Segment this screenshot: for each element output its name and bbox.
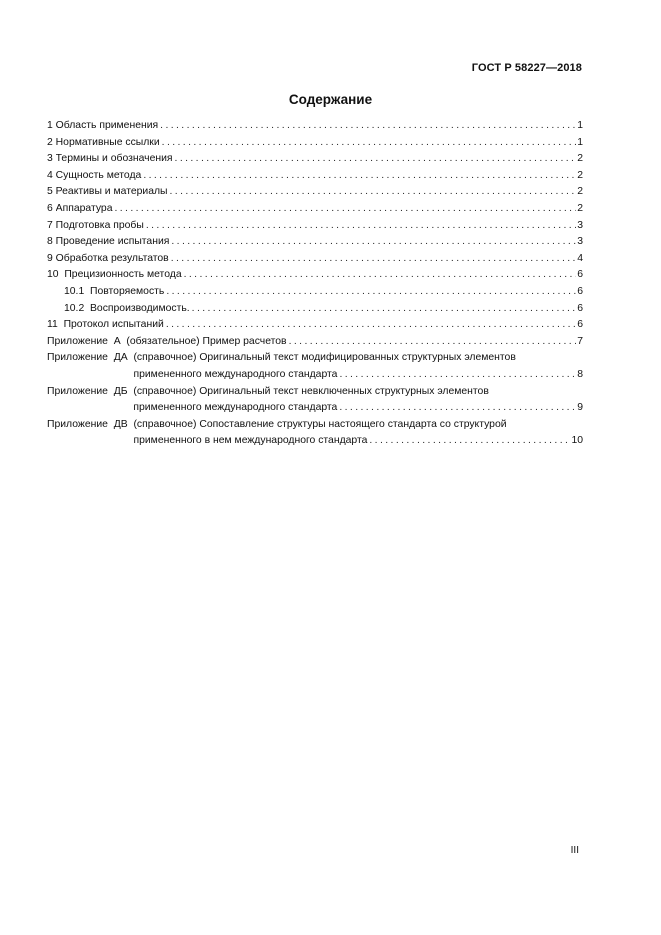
toc-entry-number: 10 xyxy=(47,269,65,281)
toc-entry-9[interactable] xyxy=(47,251,583,268)
toc-entry-page: 6 xyxy=(577,269,583,281)
toc-entry-number: 8 xyxy=(47,236,56,248)
toc-entry-title-line1: (справочное) Сопоставление структуры настоящего стандарта со структурой xyxy=(133,418,507,430)
toc-entry-page: 2 xyxy=(577,169,583,181)
dot-leader xyxy=(175,151,577,168)
dot-leader xyxy=(171,234,576,251)
toc-heading: Содержание xyxy=(288,92,373,107)
toc-entry-title: Обработка результатов xyxy=(55,252,169,264)
toc-entry-number: 6 xyxy=(47,202,56,214)
toc-entry-number: Приложение А xyxy=(47,335,127,347)
toc-entry-title: Нормативные ссылки xyxy=(55,136,160,148)
dot-leader xyxy=(143,168,576,185)
toc-entry-page: 1 xyxy=(577,120,583,131)
toc-entry-title: Воспроизводимость. xyxy=(90,302,190,314)
toc-entry-8[interactable] xyxy=(47,234,583,251)
dot-leader xyxy=(339,367,576,384)
dot-leader xyxy=(171,251,577,268)
toc-entry-page: 2 xyxy=(577,153,583,165)
page-number: III xyxy=(570,845,579,856)
dot-leader xyxy=(170,184,577,201)
toc-entry-appendix-da[interactable] xyxy=(47,350,583,383)
dot-leader xyxy=(369,433,570,450)
toc-entry-10-2[interactable] xyxy=(47,301,583,318)
toc-entry-number: 1 xyxy=(47,120,56,131)
toc-entry-title: примененного в нем международного стандарта xyxy=(133,435,368,447)
toc-entry-number: 10.1 xyxy=(64,285,90,297)
dot-leader xyxy=(184,267,577,284)
toc-entry-page: 2 xyxy=(577,186,583,198)
toc-entry-11[interactable] xyxy=(47,317,583,334)
toc-entry-title: примененного международного стандарта xyxy=(133,368,338,380)
toc-entry-3[interactable] xyxy=(47,151,583,168)
toc-entry-page: 2 xyxy=(577,202,583,214)
dot-leader xyxy=(114,201,576,218)
toc-entry-number: 5 xyxy=(47,186,56,198)
toc-entry-title: примененного международного стандарта xyxy=(133,402,338,414)
toc-entry-appendix-db[interactable] xyxy=(47,384,583,417)
toc-entry-number: Приложение ДА xyxy=(47,352,134,364)
toc-entry-2[interactable] xyxy=(47,135,583,152)
toc-entry-10-1[interactable] xyxy=(47,284,583,301)
toc-entry-title: Протокол испытаний xyxy=(63,319,164,331)
dot-leader xyxy=(289,334,577,351)
toc-entry-title: Термины и обозначения xyxy=(55,153,173,165)
toc-entry-1[interactable] xyxy=(47,118,583,135)
toc-entry-title: Сущность метода xyxy=(55,169,142,181)
toc-entry-number: Приложение ДВ xyxy=(47,418,134,430)
toc-entry-appendix-a[interactable] xyxy=(47,334,583,351)
toc-entry-7[interactable] xyxy=(47,218,583,235)
toc-entry-page: 9 xyxy=(577,402,583,414)
toc-entry-number: 4 xyxy=(47,169,56,181)
toc-entry-title: Повторяемость xyxy=(90,285,165,297)
toc-entry-title: Подготовка пробы xyxy=(55,219,144,231)
toc-entry-page: 6 xyxy=(577,285,583,297)
toc-entry-page: 8 xyxy=(577,368,583,380)
toc-entry-title: Проведение испытания xyxy=(55,236,170,248)
table-of-contents xyxy=(47,118,583,450)
toc-entry-page: 4 xyxy=(577,252,583,264)
dot-leader xyxy=(160,118,576,135)
toc-entry-appendix-dv[interactable] xyxy=(47,417,583,450)
toc-entry-page: 1 xyxy=(577,136,583,148)
toc-entry-number: 10.2 xyxy=(64,302,90,314)
dot-leader xyxy=(146,218,576,235)
toc-entry-5[interactable] xyxy=(47,184,583,201)
dot-leader xyxy=(162,135,577,152)
toc-entry-10[interactable] xyxy=(47,267,583,284)
toc-entry-title-line1: (справочное) Оригинальный текст невключенных структурных элементов xyxy=(133,385,489,397)
toc-entry-title: Реактивы и материалы xyxy=(55,186,168,198)
toc-entry-title: Аппаратура xyxy=(55,202,113,214)
dot-leader xyxy=(192,301,577,318)
dot-leader xyxy=(166,284,576,301)
toc-entry-number: 7 xyxy=(47,219,56,231)
dot-leader xyxy=(166,317,576,334)
toc-entry-title: Область применения xyxy=(55,120,159,131)
dot-leader xyxy=(339,400,576,417)
toc-entry-number: 11 xyxy=(47,319,64,331)
toc-entry-number: 2 xyxy=(47,136,56,148)
toc-entry-title: Прецизионность метода xyxy=(64,269,182,281)
toc-entry-number: 3 xyxy=(47,153,56,165)
toc-entry-number: 9 xyxy=(47,252,56,264)
toc-entry-page: 6 xyxy=(577,319,583,331)
document-code: ГОСТ Р 58227—2018 xyxy=(471,62,582,74)
toc-entry-6[interactable] xyxy=(47,201,583,218)
toc-entry-page: 7 xyxy=(577,335,583,347)
toc-entry-page: 3 xyxy=(577,236,583,248)
toc-entry-page: 10 xyxy=(571,435,583,447)
toc-entry-page: 6 xyxy=(577,302,583,314)
toc-entry-4[interactable] xyxy=(47,168,583,185)
toc-entry-title: (обязательное) Пример расчетов xyxy=(126,335,287,347)
toc-entry-page: 3 xyxy=(577,219,583,231)
toc-entry-number: Приложение ДБ xyxy=(47,385,134,397)
toc-entry-title-line1: (справочное) Оригинальный текст модифицированных структурных элементов xyxy=(133,352,516,364)
